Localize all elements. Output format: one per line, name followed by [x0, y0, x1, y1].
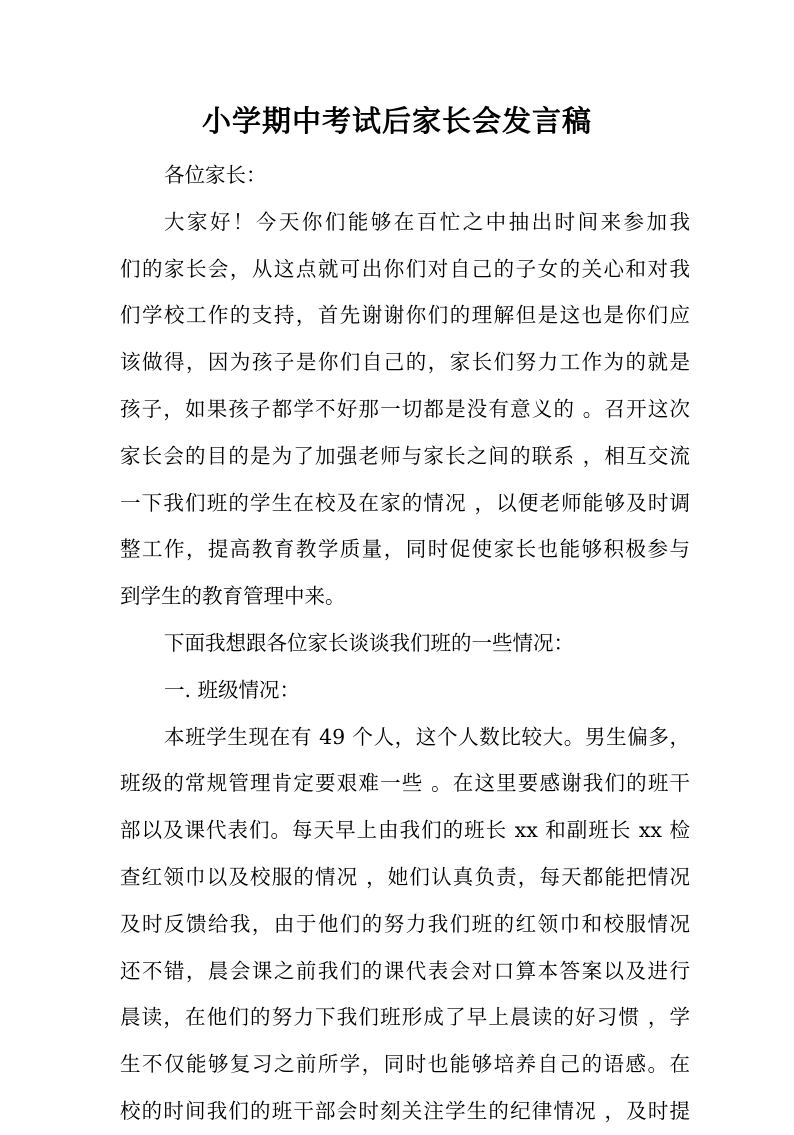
text-line: 们学校工作的支持，首先谢谢你们的理解但是这也是你们应: [120, 303, 690, 328]
text-line: 一下我们班的学生在校及在家的情况 ，以便老师能够及时调: [120, 490, 690, 515]
text-line: 们的家长会，从这点就可出你们对自己的子女的关心和对我: [120, 256, 690, 281]
text-line: 本班学生现在有 49 个人，这个人数比较大。男生偏多，: [164, 724, 690, 749]
text-line: 及时反馈给我，由于他们的努力我们班的红领巾和校服情况: [120, 911, 690, 936]
text-line: 孩子，如果孩子都学不好那一切都是没有意义的 。召开这次: [120, 396, 690, 421]
text-line: 生不仅能够复习之前所学，同时也能够培养自己的语感。在: [120, 1052, 690, 1077]
text-line: 查红领巾以及校服的情况 ，她们认真负责，每天都能把情况: [120, 864, 690, 889]
text-line: 该做得，因为孩子是你们自己的，家长们努力工作为的就是: [120, 350, 690, 375]
document-title: 小学期中考试后家长会发言稿: [201, 104, 592, 138]
text-line: 家长会的目的是为了加强老师与家长之间的联系 ，相互交流: [120, 443, 690, 468]
text-line: 还不错，晨会课之前我们的课代表会对口算本答案以及进行: [120, 958, 690, 983]
text-line: 班级的常规管理肯定要艰难一些 。在这里要感谢我们的班干: [120, 771, 690, 796]
text-line: 校的时间我们的班干部会时刻关注学生的纪律情况 ，及时提: [120, 1098, 690, 1123]
text-line: 大家好！今天你们能够在百忙之中抽出时间来参加我: [164, 209, 690, 234]
text-line: 下面我想跟各位家长谈谈我们班的一些情况：: [164, 630, 574, 655]
text-line: 部以及课代表们。每天早上由我们的班长 xx 和副班长 xx 检: [120, 818, 690, 843]
text-line: 晨读，在他们的努力下我们班形成了早上晨读的好习惯 ，学: [120, 1005, 690, 1030]
text-line: 整工作，提高教育教学质量，同时促使家长也能够积极参与: [120, 537, 690, 562]
text-line: 各位家长：: [164, 163, 267, 187]
document-body: [120, 152, 690, 1135]
text-line: 一. 班级情况：: [164, 677, 301, 702]
text-line: 到学生的教育管理中来。: [120, 584, 346, 609]
